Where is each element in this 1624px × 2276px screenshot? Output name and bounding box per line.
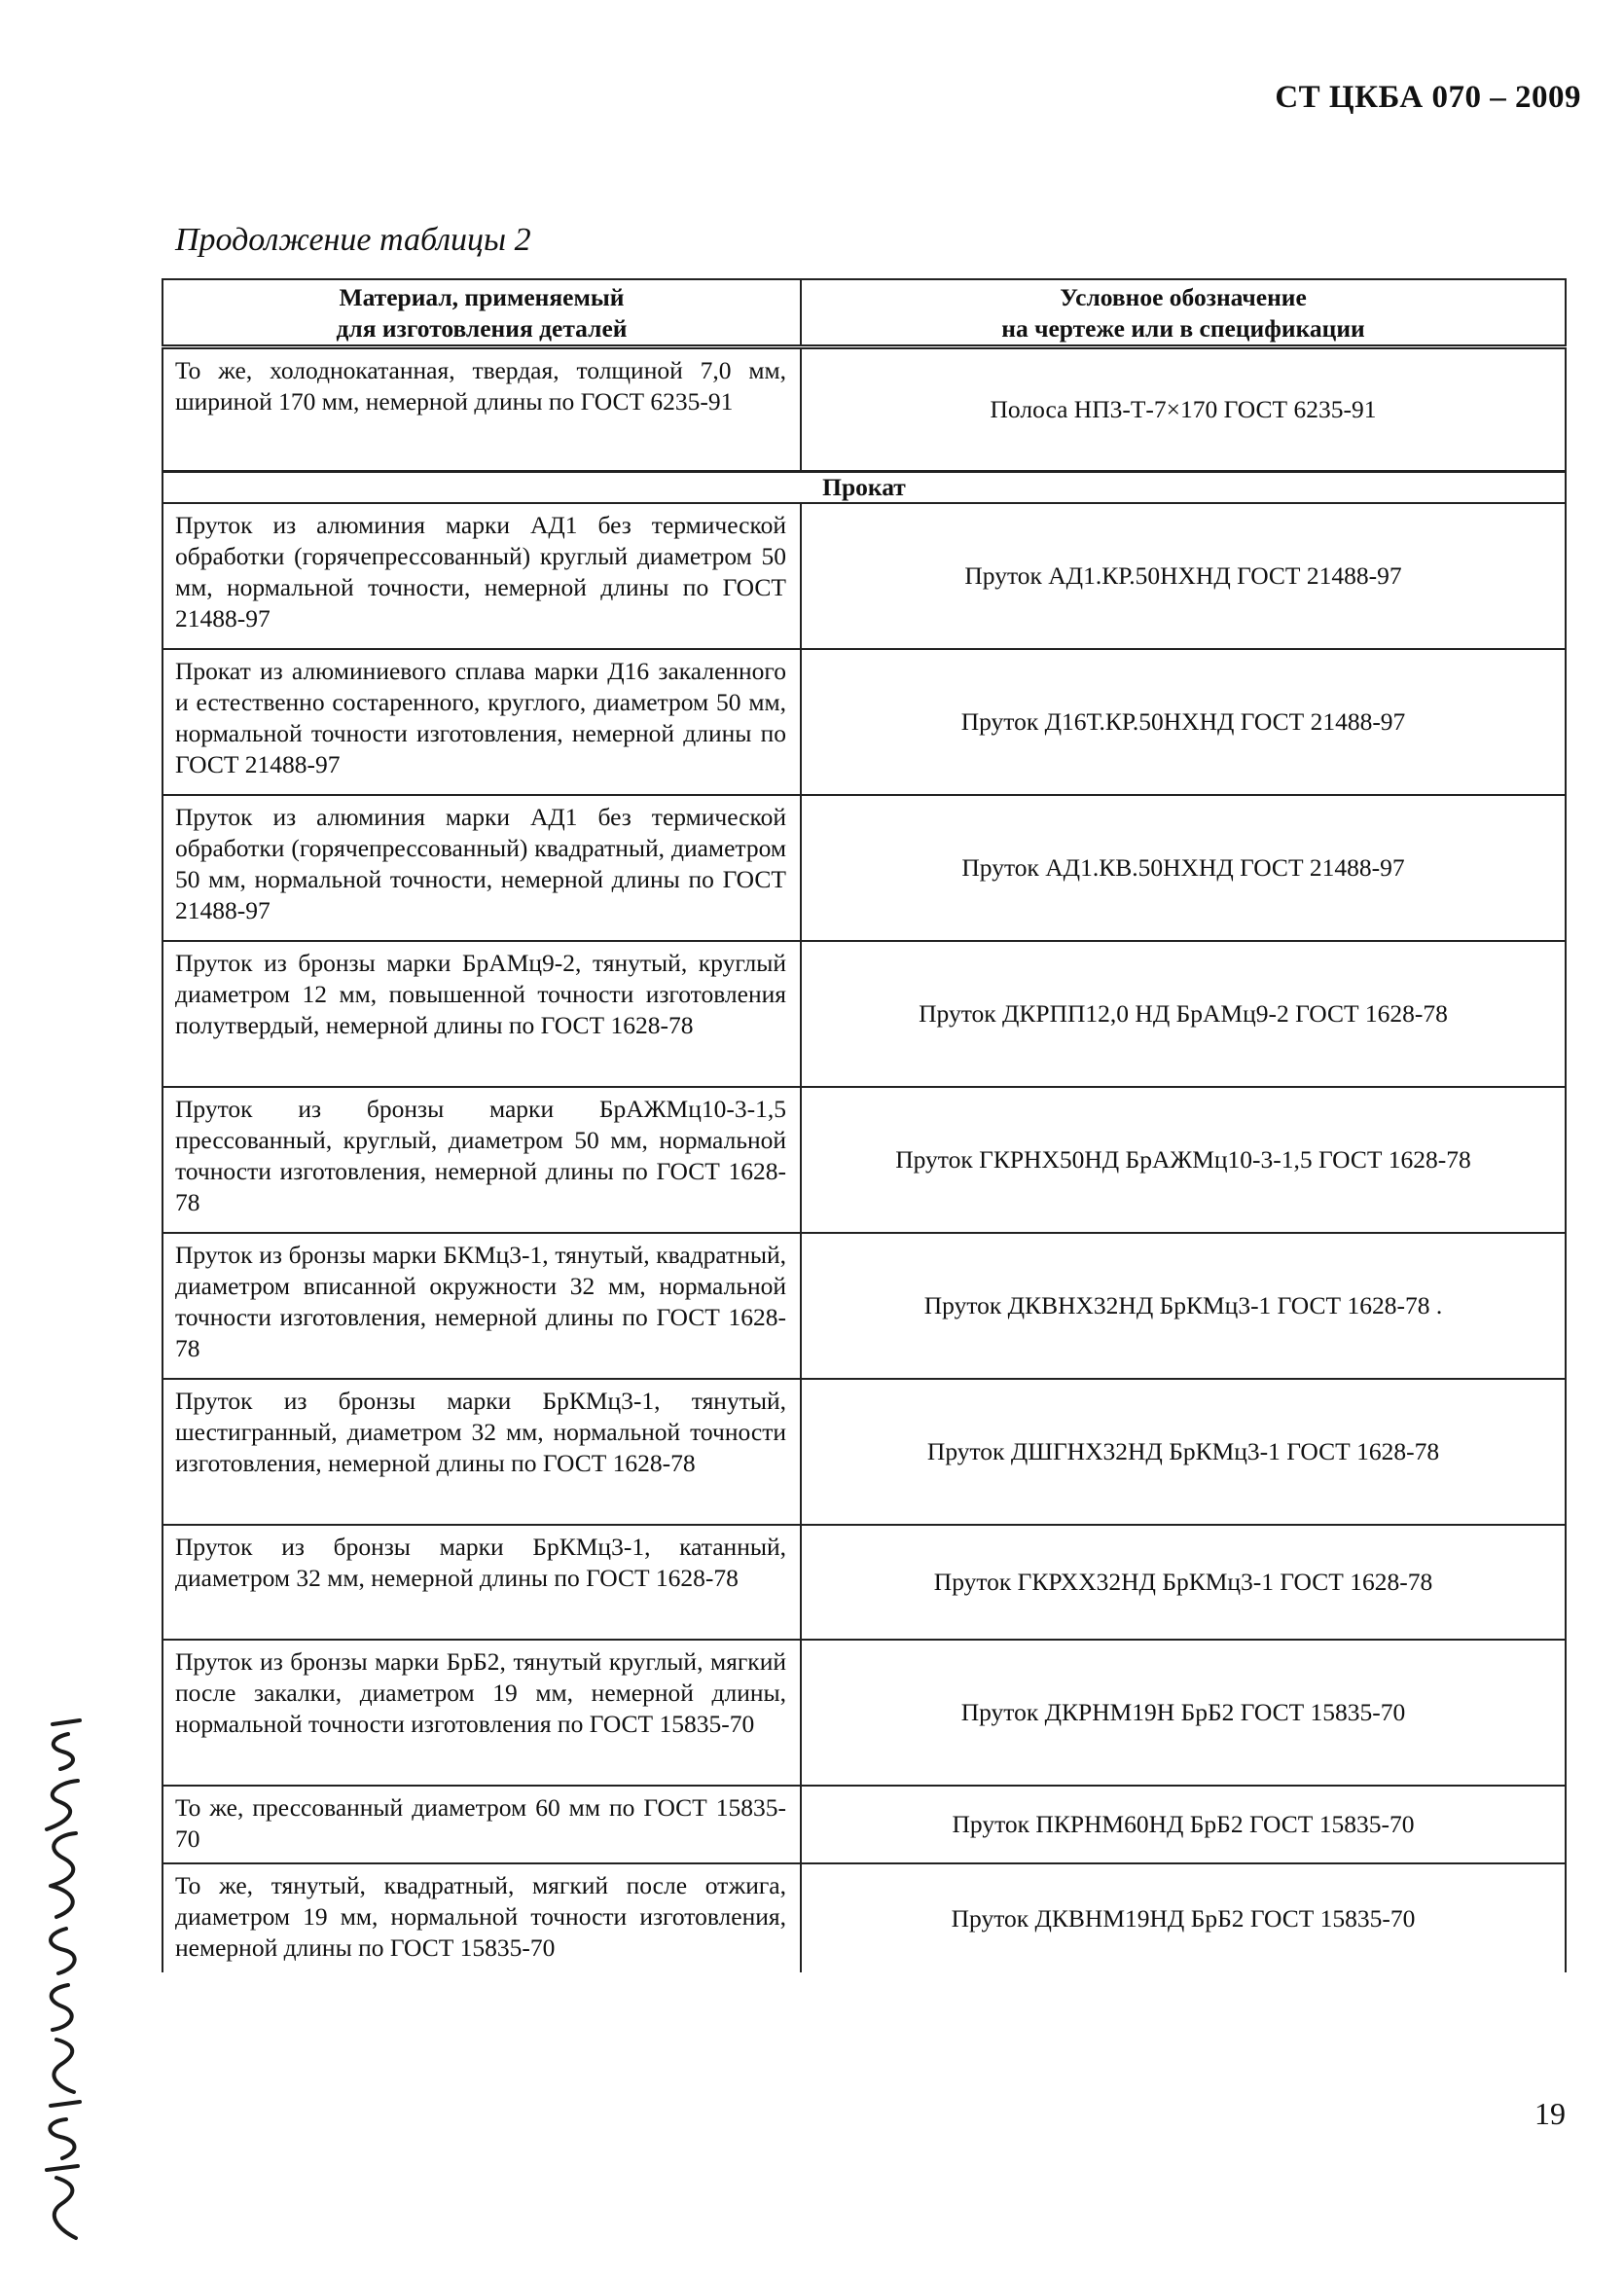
material-cell: Пруток из бронзы марки БрКМц3-1, катанный, диаметром 32 мм, немерной длины по ГОСТ 1628-78 (162, 1525, 801, 1640)
section-header-row (162, 472, 1566, 504)
table-row (162, 503, 1566, 649)
designation-cell: Пруток Д16Т.КР.50НХНД ГОСТ 21488-97 (801, 649, 1566, 795)
material-cell: То же, тянутый, квадратный, мягкий после отжига, диаметром 19 мм, нормальной точности изготовления, немерной длины по ГОСТ 15835-70 (162, 1863, 801, 1972)
material-cell: То же, прессованный диаметром 60 мм по ГОСТ 15835-70 (162, 1786, 801, 1863)
table-continuation-label: Продолжение таблицы 2 (175, 222, 531, 258)
table-row (162, 795, 1566, 941)
material-cell: Пруток из бронзы марки БрБ2, тянутый круглый, мягкий после закалки, диаметром 19 мм, немерной длины, нормальной точности изготовления по ГОСТ 15835-70 (162, 1640, 801, 1786)
table-row (162, 1640, 1566, 1786)
material-cell: Пруток из алюминия марки АД1 без термической обработки (горячепрессованный) круглый диаметром 50 мм, нормальной точности, немерной длины по ГОСТ 21488-97 (162, 503, 801, 649)
designation-cell: Пруток ДКВНМ19НД БрБ2 ГОСТ 15835-70 (801, 1863, 1566, 1972)
table-row (162, 941, 1566, 1087)
table-row (162, 1786, 1566, 1863)
table-row (162, 1233, 1566, 1379)
material-cell: Прокат из алюминиевого сплава марки Д16 закаленного и естественно состаренного, круглого, диаметром 50 мм, нормальной точности изготовления, немерной длины по ГОСТ 21488-97 (162, 649, 801, 795)
materials-table (162, 278, 1567, 1972)
document-code: СТ ЦКБА 070 – 2009 (1275, 80, 1581, 115)
materials-table-container (162, 278, 1565, 1972)
designation-cell: Пруток ДКРПП12,0 НД БрАМц9-2 ГОСТ 1628-78 (801, 941, 1566, 1087)
designation-cell: Пруток ДКВНХ32НД БрКМц3-1 ГОСТ 1628-78 . (801, 1233, 1566, 1379)
column-header-material (162, 279, 801, 347)
designation-cell: Пруток ПКРНМ60НД БрБ2 ГОСТ 15835-70 (801, 1786, 1566, 1863)
designation-cell: Пруток ГКРНХ50НД БрАЖМц10-3-1,5 ГОСТ 1628-78 (801, 1087, 1566, 1233)
designation-cell: Пруток ДШГНХ32НД БрКМц3-1 ГОСТ 1628-78 (801, 1379, 1566, 1525)
table-row (162, 1525, 1566, 1640)
handwritten-signature-icon (47, 1720, 80, 2238)
material-cell: Пруток из бронзы марки БКМц3-1, тянутый, квадратный, диаметром вписанной окружности 32 мм, нормальной точности изготовления, немерной длины по ГОСТ 1628-78 (162, 1233, 801, 1379)
designation-cell: Пруток ДКРНМ19Н БрБ2 ГОСТ 15835-70 (801, 1640, 1566, 1786)
table-row (162, 347, 1566, 472)
material-cell: Пруток из бронзы марки БрКМц3-1, тянутый, шестигранный, диаметром 32 мм, нормальной точности изготовления, немерной длины по ГОСТ 1628-78 (162, 1379, 801, 1525)
page-number: 19 (1534, 2096, 1566, 2131)
designation-cell: Пруток ГКРХХ32НД БрКМц3-1 ГОСТ 1628-78 (801, 1525, 1566, 1640)
table-row (162, 649, 1566, 795)
handwritten-margin-note (18, 1713, 105, 2258)
column-header-designation (801, 279, 1566, 347)
material-cell: То же, холоднокатанная, твердая, толщиной 7,0 мм, шириной 170 мм, немерной длины по ГОСТ 6235-91 (162, 347, 801, 472)
section-title: Прокат (162, 472, 1566, 504)
table-row (162, 1863, 1566, 1972)
material-cell: Пруток из бронзы марки БрАЖМц10-3-1,5 прессованный, круглый, диаметром 50 мм, нормальной точности изготовления, немерной длины по ГОСТ 1628-78 (162, 1087, 801, 1233)
designation-cell: Пруток АД1.КР.50НХНД ГОСТ 21488-97 (801, 503, 1566, 649)
table-row (162, 1087, 1566, 1233)
table-header-row (162, 279, 1566, 347)
designation-cell: Пруток АД1.КВ.50НХНД ГОСТ 21488-97 (801, 795, 1566, 941)
column-header-material-text: Материал, применяемый для изготовления деталей (336, 283, 628, 343)
table-row (162, 1379, 1566, 1525)
material-cell: Пруток из алюминия марки АД1 без термической обработки (горячепрессованный) квадратный, диаметром 50 мм, нормальной точности, немерной длины по ГОСТ 21488-97 (162, 795, 801, 941)
column-header-designation-text: Условное обозначение на чертеже или в спецификации (1001, 283, 1365, 343)
material-cell: Пруток из бронзы марки БрАМц9-2, тянутый, круглый диаметром 12 мм, повышенной точности изготовления полутвердый, немерной длины по ГОСТ 1628-78 (162, 941, 801, 1087)
designation-cell: Полоса НП3-Т-7×170 ГОСТ 6235-91 (801, 347, 1566, 472)
